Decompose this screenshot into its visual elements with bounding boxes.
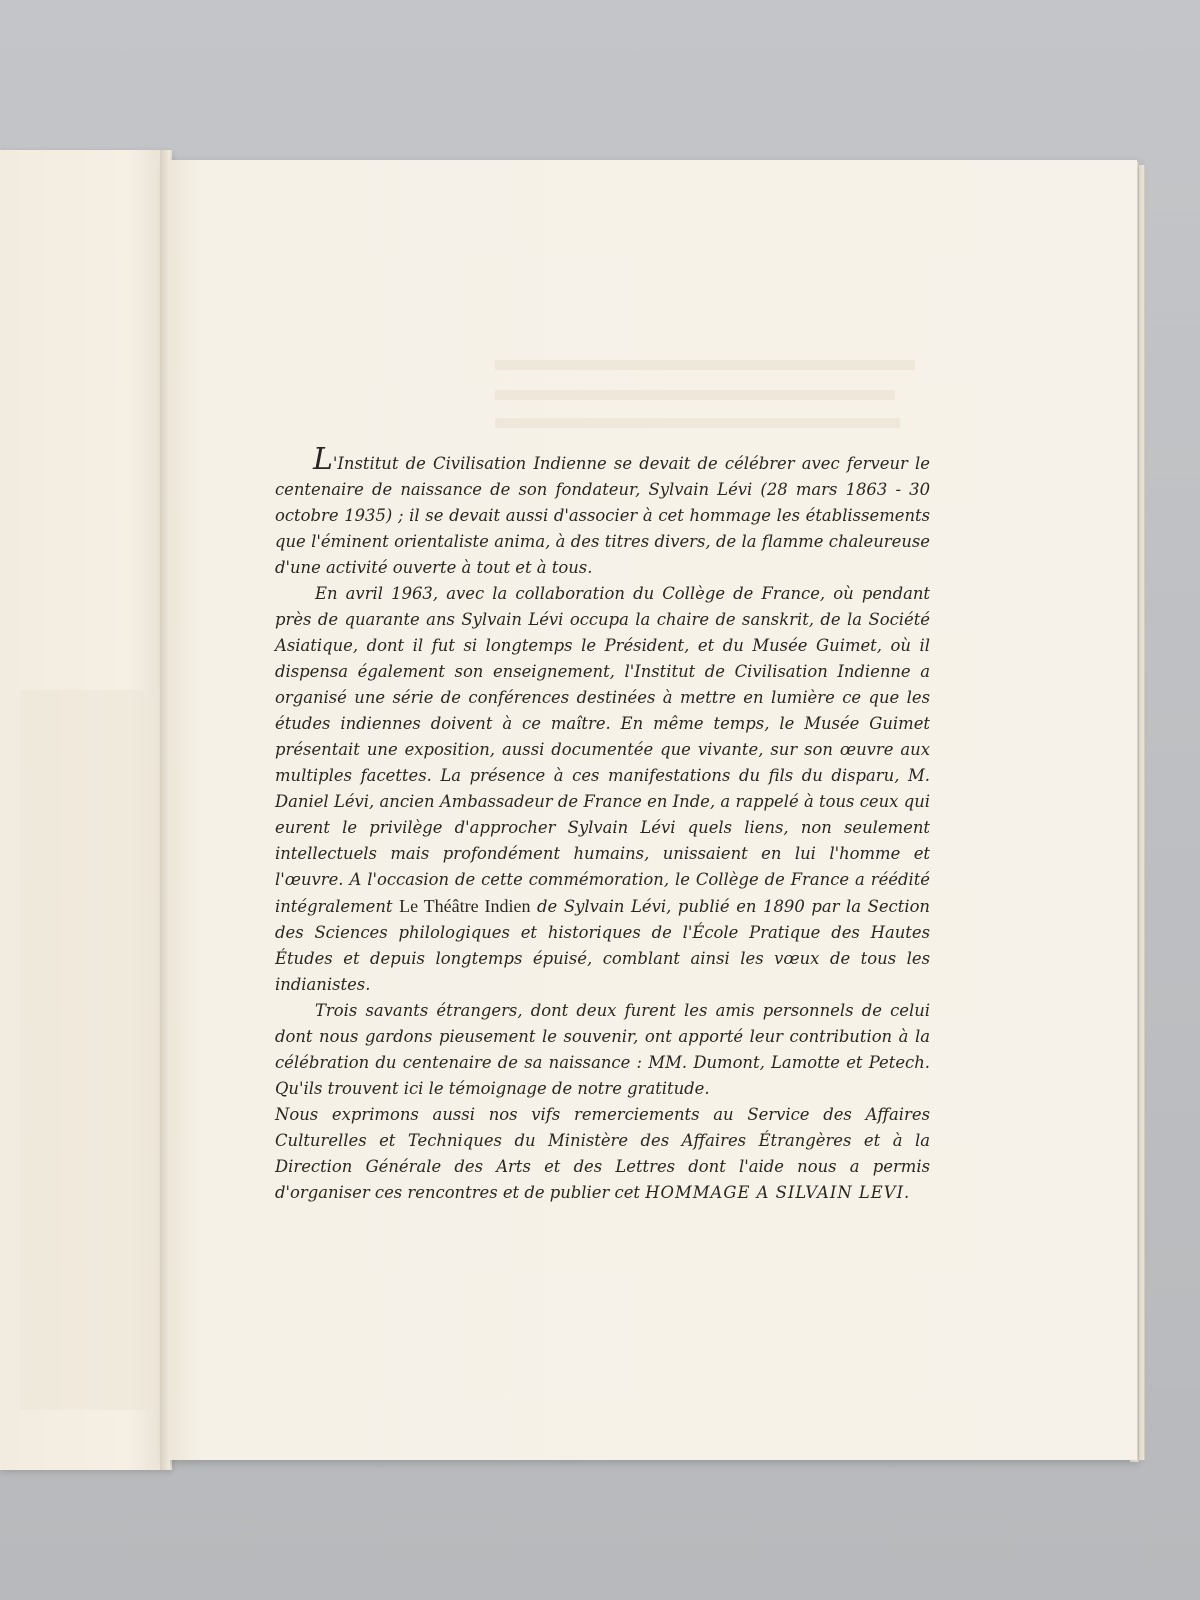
book-spine bbox=[160, 150, 170, 1470]
paragraph-2-text: En avril 1963, avec la collaboration du Collège de France, où pendant près de quarante ans Sylvain Lévi occupa la chaire de sanskrit, de la Société Asiatique, dont il fut si longtemps le Président, et du Musée Guimet, où il dispensa également son enseignement, l'Institut de Civilisation Indienne a organisé une série de conférences destinées à mettre en lumière ce que les études indiennes doivent à ce maître. En même temps, le Musée Guimet présentait une exposition, aussi documentée que vivante, sur son œuvre aux multiples facettes. La présence à ces manifestations du fils du disparu, M. Daniel Lévi, ancien Ambassadeur de France en Inde, a rappelé à tous ceux qui eurent le privilège d'approcher Sylvain Lévi quels liens, non seulement intellectuels mais profondément humains, unissaient en lui l'homme et l'œuvre. A l'occasion de cette commémoration, le Collège de France a réédité intégralement bbox=[275, 584, 930, 916]
left-page bbox=[0, 150, 172, 1470]
paragraph-2-text-end: de Sylvain Lévi, publié en 1890 par la Section des Sciences philologiques et historiques de l'École Pratique des Hautes Études et depuis longtemps épuisé, comblant ainsi les vœux de tous les indianistes. bbox=[275, 897, 930, 994]
body-text bbox=[275, 442, 930, 1206]
bleed-through-line bbox=[495, 418, 900, 428]
hommage-title: HOMMAGE A SILVAIN LEVI. bbox=[645, 1183, 911, 1202]
paragraph-1 bbox=[275, 442, 930, 581]
book-title: Le Théâtre Indien bbox=[399, 896, 531, 916]
dropcap: L bbox=[313, 442, 333, 477]
bleed-through-line bbox=[495, 360, 915, 370]
paragraph-4 bbox=[275, 1102, 930, 1206]
paragraph-2 bbox=[275, 581, 930, 998]
paragraph-1-text: 'Institut de Civilisation Indienne se devait de célébrer avec ferveur le centenaire de naissance de son fondateur, Sylvain Lévi (28 mars 1863 - 30 octobre 1935) ; il se devait aussi d'associer à cet hommage les établissements que l'éminent orientaliste anima, à des titres divers, de la flamme chaleureuse d'une activité ouverte à tout et à tous. bbox=[275, 454, 930, 577]
paragraph-4-text: Nous exprimons aussi nos vifs remerciements au Service des Affaires Culturelles et Techniques du Ministère des Affaires Étrangères et à la Direction Générale des Arts et des Lettres dont l'aide nous a permis d'organiser ces rencontres et de publier cet bbox=[275, 1105, 930, 1202]
bleed-through-line bbox=[495, 390, 895, 400]
left-page-bleed-through bbox=[20, 690, 170, 1410]
paragraph-3: Trois savants étrangers, dont deux furent les amis personnels de celui dont nous gardons pieusement le souvenir, ont apporté leur contribution à la célébration du centenaire de sa naissance : MM. Dumont, Lamotte et Petech. Qu'ils trouvent ici le témoignage de notre gratitude. bbox=[275, 1001, 930, 1098]
